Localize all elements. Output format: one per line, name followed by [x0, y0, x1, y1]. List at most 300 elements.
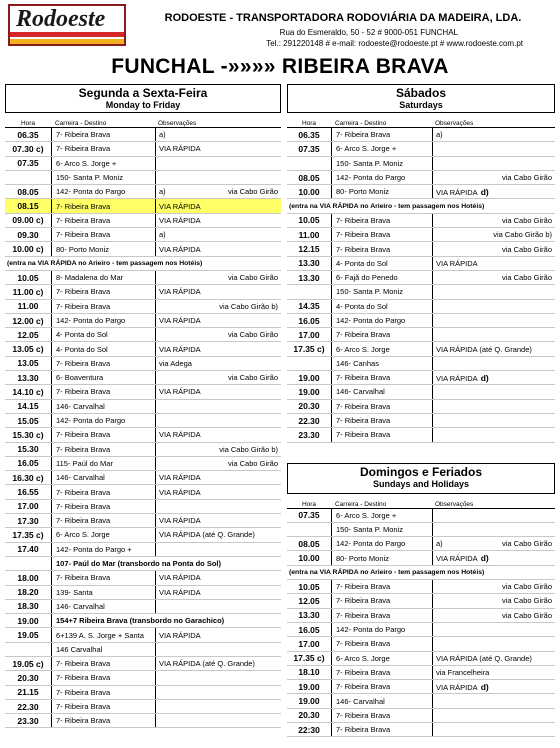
schedule-row [287, 609, 555, 623]
departure-time: 20.30 [5, 671, 52, 684]
observation-note [159, 387, 201, 396]
observations [433, 709, 555, 722]
observations [156, 271, 281, 284]
departure-time: 10.05 [287, 580, 332, 593]
departure-time: 13.05 [5, 357, 52, 370]
route-destination: 7- Ribeira Brava [332, 128, 433, 141]
route-via: via Cabo Girão b) [219, 301, 278, 311]
observations [433, 257, 555, 270]
logo-yellow-stripe [10, 39, 124, 44]
schedule-row [5, 528, 281, 542]
observation-text: VIA RÁPIDA [159, 516, 201, 526]
departure-time: 20.30 [287, 709, 332, 722]
observations [433, 271, 555, 284]
route-destination: 7- Ribeira Brava [52, 228, 156, 241]
route-destination: 142- Ponta do Pargo [332, 623, 433, 636]
schedule-row [287, 142, 555, 156]
route-destination: 80- Porto Moniz [332, 551, 433, 564]
schedule-row [287, 551, 555, 565]
route-destination: 7- Ribeira Brava [52, 199, 156, 212]
schedule-row [287, 199, 555, 213]
observation-text: a) [436, 539, 443, 549]
observations [156, 371, 281, 384]
observations [156, 300, 281, 313]
observation-text: VIA RÁPIDA [159, 630, 201, 640]
route-destination: 7- Ribeira Brava [52, 128, 156, 141]
observation-text: VIA RÁPIDA [436, 373, 478, 383]
schedule-row [287, 300, 555, 314]
observations [433, 385, 555, 398]
route-destination: 80- Porto Moniz [332, 185, 433, 198]
route-destination: 7- Ribeira Brava [52, 514, 156, 527]
departure-time: 18.30 [5, 600, 52, 613]
observation-note [159, 659, 255, 668]
route-destination: 6- Arco S. Jorge + [332, 142, 433, 155]
obs-header: Observações [435, 120, 474, 127]
departure-time: 16.05 [287, 314, 332, 327]
observations [433, 342, 555, 355]
route-via: via Cabo Girão [227, 330, 278, 340]
schedule-row [5, 285, 281, 299]
observations [433, 680, 555, 693]
hora-header: Hora [301, 500, 317, 508]
departure-time: 10.05 [287, 214, 332, 227]
departure-time: 08.05 [287, 537, 332, 550]
schedule-row [5, 700, 281, 714]
departure-time: 21.15 [5, 686, 52, 699]
observation-flag: d) [480, 681, 489, 692]
observation-text: VIA RÁPIDA [159, 344, 201, 354]
observation-text: VIA RÁPIDA [159, 201, 201, 211]
schedule-row [5, 342, 281, 356]
observations [156, 471, 281, 484]
route-destination: 142- Ponta do Pargo [52, 185, 156, 198]
weekday-subtitle: Monday to Friday [105, 100, 181, 110]
observations [156, 199, 281, 212]
schedule-row [287, 285, 555, 299]
observations [156, 414, 281, 427]
route-destination: 7- Ribeira Brava [332, 428, 433, 441]
route-destination: 7- Ribeira Brava [332, 414, 433, 427]
observations [433, 285, 555, 298]
route-destination: 150- Santa P. Moniz [52, 171, 156, 184]
observation-text: via Francelheira [436, 667, 490, 677]
weekday-column-headers [5, 116, 281, 128]
route-destination: 107- Paúl do Mar (transbordo na Ponta do Sol) [56, 559, 222, 569]
schedule-row [287, 594, 555, 608]
route-destination: 7- Ribeira Brava [332, 680, 433, 693]
departure-time: 07.35 [5, 157, 52, 170]
observations [156, 714, 281, 727]
route-via: via Cabo Girão b) [493, 230, 552, 240]
observations [433, 723, 555, 736]
departure-time: 17.30 [5, 514, 52, 527]
schedule-row [5, 557, 281, 571]
observation-note [159, 530, 255, 539]
departure-time: 20.30 [287, 400, 332, 413]
observation-text: VIA RÁPIDA (até Q. Grande) [436, 344, 532, 354]
schedule-row [5, 657, 281, 671]
departure-time: 08.05 [287, 171, 332, 184]
observation-note [159, 345, 201, 354]
observation-note [436, 259, 478, 268]
observation-flag: d) [480, 186, 489, 197]
departure-time: 12.05 [5, 328, 52, 341]
schedule-row [5, 586, 281, 600]
departure-time: 16.05 [5, 457, 52, 470]
schedule-row [287, 400, 555, 414]
observation-text: VIA RÁPIDA (até Q. Grande) [159, 659, 255, 669]
departure-time [287, 357, 332, 370]
route-destination: 7- Ribeira Brava [332, 666, 433, 679]
observations [433, 509, 555, 522]
observation-note [159, 631, 201, 640]
route-destination: 7- Ribeira Brava [52, 700, 156, 713]
observations [433, 242, 555, 255]
schedule-row [287, 157, 555, 171]
departure-time: 11.00 [5, 300, 52, 313]
route-destination: 6- Arco S. Jorge [332, 342, 433, 355]
departure-time: 17.35 c) [5, 528, 52, 541]
departure-time: 14.35 [287, 300, 332, 313]
schedule-row [287, 566, 555, 580]
departure-time: 15.05 [5, 414, 52, 427]
route-destination: 7- Ribeira Brava [52, 285, 156, 298]
schedule-row [287, 328, 555, 342]
carreira-header: Carreira - Destino [335, 120, 387, 127]
observations [433, 594, 555, 607]
schedule-row [5, 571, 281, 585]
route-destination: 7- Ribeira Brava [52, 714, 156, 727]
schedule-row [287, 342, 555, 356]
schedule-row [5, 157, 281, 171]
route-destination: 7- Ribeira Brava [332, 371, 433, 384]
route-destination: 7- Ribeira Brava [332, 400, 433, 413]
schedule-row [287, 228, 555, 242]
route-via: via Cabo Girão [501, 596, 552, 606]
schedule-row [5, 457, 281, 471]
observations [156, 528, 281, 541]
schedule-row [5, 614, 281, 628]
departure-time: 19.00 [5, 614, 52, 627]
route-destination: 146- Carvalhal [332, 694, 433, 707]
route-note: (entra na VIA RÁPIDA no Arieiro - tem passagem nos Hotéis) [289, 568, 485, 576]
observation-text: VIA RÁPIDA [436, 554, 478, 564]
schedule-row [5, 414, 281, 428]
departure-time: 13.30 [5, 371, 52, 384]
route-destination: 4- Ponta do Sol [52, 342, 156, 355]
route-destination: 7- Ribeira Brava [332, 709, 433, 722]
departure-time: 08.05 [5, 185, 52, 198]
route-destination: 142- Ponta do Pargo + [52, 543, 156, 556]
schedule-row [5, 300, 281, 314]
departure-time [287, 523, 332, 536]
route-via: via Cabo Girão [501, 582, 552, 592]
route-destination: 7- Ribeira Brava [332, 594, 433, 607]
schedule-row [5, 443, 281, 457]
route-note: (entra na VIA RÁPIDA no Arieiro - tem passagem nos Hotéis) [289, 202, 485, 210]
observation-text: a) [159, 230, 166, 240]
observation-note [436, 654, 532, 663]
observations [156, 485, 281, 498]
observations [156, 671, 281, 684]
schedule-row [5, 314, 281, 328]
route-destination: 4- Ponta do Sol [332, 257, 433, 270]
observations [433, 300, 555, 313]
schedule-row [5, 257, 281, 271]
schedule-row [5, 228, 281, 242]
observations [156, 342, 281, 355]
departure-time: 10.00 [287, 185, 332, 198]
departure-time: 07.35 [287, 509, 332, 522]
observations [433, 357, 555, 370]
departure-time: 18.00 [5, 571, 52, 584]
route-destination: 6- Arco S. Jorge + [52, 157, 156, 170]
observation-note [436, 130, 443, 139]
schedule-row [287, 723, 555, 737]
route-destination: 6- Arco S. Jorge [332, 652, 433, 665]
schedule-row [287, 257, 555, 271]
schedule-row [287, 314, 555, 328]
observations [156, 657, 281, 670]
schedule-row [287, 680, 555, 694]
route-destination: 7- Ribeira Brava [332, 214, 433, 227]
observation-note [159, 144, 201, 153]
departure-time: 15.30 [5, 443, 52, 456]
departure-time: 13.05 c) [5, 342, 52, 355]
observation-text: VIA RÁPIDA [159, 587, 201, 597]
obs-header: Observações [435, 500, 474, 508]
route-destination: 142- Ponta do Pargo [52, 414, 156, 427]
route-destination: 7- Ribeira Brava [52, 428, 156, 441]
observation-text: VIA RÁPIDA (até Q. Grande) [436, 653, 532, 663]
observations [433, 652, 555, 665]
departure-time: 10.00 c) [5, 242, 52, 255]
observations [156, 157, 281, 170]
departure-time: 22:30 [287, 723, 332, 736]
observations [433, 214, 555, 227]
route-via: via Cabo Girão [501, 610, 552, 620]
observations [156, 214, 281, 227]
observation-text: VIA RÁPIDA [159, 473, 201, 483]
route-via: via Cabo Girão [227, 458, 278, 468]
weekend-schedules [287, 84, 555, 737]
departure-time: 17.00 [287, 637, 332, 650]
route-destination: 7- Ribeira Brava [332, 723, 433, 736]
schedule-row [5, 643, 281, 657]
observation-note [159, 130, 166, 139]
observations [433, 328, 555, 341]
route-via: via Cabo Girão [501, 173, 552, 183]
observations [433, 537, 555, 550]
observations [156, 428, 281, 441]
saturday-rows [287, 128, 555, 443]
route-destination: 146- Carvalhal [52, 600, 156, 613]
schedule-row [5, 328, 281, 342]
departure-time: 14.10 c) [5, 385, 52, 398]
observations [156, 185, 281, 198]
schedule-row [5, 543, 281, 557]
schedule-row [5, 600, 281, 614]
schedule-row [287, 214, 555, 228]
route-destination: 8- Madalena do Mar [52, 271, 156, 284]
departure-time: 07.35 [287, 142, 332, 155]
observation-text: VIA RÁPIDA [159, 144, 201, 154]
schedule-row [5, 271, 281, 285]
observations [156, 385, 281, 398]
observation-text: VIA RÁPIDA [436, 187, 478, 197]
departure-time: 08.15 [5, 199, 52, 212]
route-destination: 142- Ponta do Pargo [332, 314, 433, 327]
observations [156, 357, 281, 370]
departure-time: 17.00 [287, 328, 332, 341]
observation-note [159, 359, 192, 368]
observations [156, 500, 281, 513]
observation-note [159, 216, 201, 225]
departure-time: 19.05 c) [5, 657, 52, 670]
observation-text: a) [159, 187, 166, 197]
observation-note [159, 287, 201, 296]
departure-time: 13.30 [287, 609, 332, 622]
departure-time: 09.00 c) [5, 214, 52, 227]
route-destination: 150- Santa P. Moniz [332, 523, 433, 536]
route-via: via Cabo Girão [227, 273, 278, 283]
schedule-row [287, 580, 555, 594]
observations [156, 443, 281, 456]
departure-time: 15.30 c) [5, 428, 52, 441]
schedule-row [5, 485, 281, 499]
observations [433, 142, 555, 155]
observation-note [436, 539, 443, 548]
page-title: FUNCHAL -»»»» RIBEIRA BRAVA [111, 55, 449, 78]
route-destination: 6- Fajã do Penedo [332, 271, 433, 284]
schedule-row [5, 142, 281, 156]
route-destination: 7- Ribeira Brava [52, 571, 156, 584]
observations [156, 285, 281, 298]
departure-time: 17.35 c) [287, 342, 332, 355]
route-destination: 7- Ribeira Brava [52, 142, 156, 155]
observations [433, 428, 555, 441]
route-destination: 80- Porto Moniz [52, 242, 156, 255]
route-destination: 7- Ribeira Brava [52, 357, 156, 370]
route-destination: 115- Paúl do Mar [52, 457, 156, 470]
observations [433, 171, 555, 184]
observations [433, 157, 555, 170]
route-destination: 150- Santa P. Moniz [332, 285, 433, 298]
observations [156, 571, 281, 584]
departure-time [287, 285, 332, 298]
observation-text: a) [159, 130, 166, 140]
observation-text: VIA RÁPIDA [159, 487, 201, 497]
weekday-header [5, 84, 281, 113]
schedule-row [287, 523, 555, 537]
observation-text: via Adega [159, 358, 192, 368]
weekday-rows [5, 128, 281, 728]
route-destination: 7- Ribeira Brava [332, 609, 433, 622]
weekday-title: Segunda a Sexta-Feira [78, 86, 208, 100]
schedule-row [287, 637, 555, 651]
departure-time: 23.30 [287, 428, 332, 441]
observation-note [159, 230, 166, 239]
schedule-row [5, 428, 281, 442]
departure-time [5, 557, 52, 570]
schedule-row [287, 371, 555, 385]
company-contacts: Tel.: 291220148 # e-mail: rodoeste@rodoeste.pt # www.rodoeste.com.pt [266, 39, 523, 48]
schedule-row [5, 400, 281, 414]
route-destination: 6- Arco S. Jorge + [332, 509, 433, 522]
observations [433, 580, 555, 593]
route-via: via Cabo Girão [227, 373, 278, 383]
observation-note [159, 488, 201, 497]
observation-note [436, 668, 489, 677]
observations [156, 686, 281, 699]
route-destination: 7- Ribeira Brava [52, 657, 156, 670]
holiday-subtitle: Sundays and Holidays [372, 478, 470, 489]
route-via: via Cabo Girão [227, 187, 278, 197]
route-destination: 6- Boaventura [52, 371, 156, 384]
observations [156, 700, 281, 713]
route-via: via Cabo Girão [501, 539, 552, 549]
observations [433, 128, 555, 141]
schedule-row [287, 271, 555, 285]
observation-note [436, 553, 489, 563]
observation-text: VIA RÁPIDA [159, 287, 201, 297]
observation-note [159, 588, 201, 597]
observations [156, 457, 281, 470]
schedule-row [287, 623, 555, 637]
observations [156, 628, 281, 641]
departure-time: 12.00 c) [5, 314, 52, 327]
observations [156, 400, 281, 413]
schedule-row [287, 357, 555, 371]
observations [433, 623, 555, 636]
logo-text: Rodoeste [16, 6, 106, 32]
route-destination: 146- Carvalhal [52, 471, 156, 484]
schedule-row [5, 199, 281, 213]
schedule-row [5, 628, 281, 642]
saturday-title: Sábados [395, 86, 446, 100]
observation-note [159, 573, 201, 582]
departure-time: 22.30 [5, 700, 52, 713]
observation-flag: d) [480, 553, 489, 564]
route-destination: 4- Ponta do Sol [332, 300, 433, 313]
departure-time: 19.05 [5, 628, 52, 641]
schedule-row [287, 509, 555, 523]
observation-text: VIA RÁPIDA [159, 316, 201, 325]
observations [156, 514, 281, 527]
observation-text: VIA RÁPIDA [159, 244, 201, 254]
schedule-row [5, 357, 281, 371]
departure-time: 10.05 [5, 271, 52, 284]
observations [433, 551, 555, 564]
departure-time: 23.30 [5, 714, 52, 727]
route-destination: 142- Ponta do Pargo [52, 314, 156, 327]
observation-text: VIA RÁPIDA (até Q. Grande) [159, 530, 255, 540]
route-destination: 7- Ribeira Brava [332, 228, 433, 241]
schedule-row [287, 537, 555, 551]
schedule-row [5, 514, 281, 528]
holiday-rows [287, 509, 555, 738]
schedule-row [287, 185, 555, 199]
observations [433, 694, 555, 707]
rodoeste-logo [8, 4, 126, 46]
observations [433, 400, 555, 413]
company-name: RODOESTE - TRANSPORTADORA RODOVIÁRIA DA MADEIRA, LDA. [164, 12, 522, 24]
schedule-row [287, 385, 555, 399]
schedule-row [5, 385, 281, 399]
departure-time: 12.05 [287, 594, 332, 607]
schedule-row [5, 128, 281, 142]
